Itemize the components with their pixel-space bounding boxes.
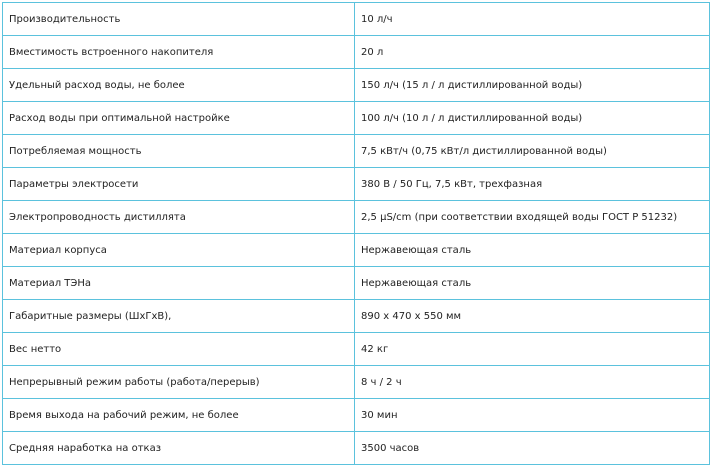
param-name-cell: Непрерывный режим работы (работа/перерыв) [3,366,355,399]
param-value-cell: 2,5 μS/cm (при соответствии входящей воды ГОСТ Р 51232) [355,201,710,234]
specifications-table-body [3,3,710,465]
param-value-cell: 20 л [355,36,710,69]
table-row [3,399,710,432]
param-name-cell: Производительность [3,3,355,36]
param-value-cell: 3500 часов [355,432,710,465]
param-value-cell: 7,5 кВт/ч (0,75 кВт/л дистиллированной воды) [355,135,710,168]
param-value-cell: 890 х 470 х 550 мм [355,300,710,333]
param-value-cell: 8 ч / 2 ч [355,366,710,399]
table-row [3,267,710,300]
table-row [3,432,710,465]
param-value-cell: Нержавеющая сталь [355,234,710,267]
table-row [3,69,710,102]
param-name-cell: Вместимость встроенного накопителя [3,36,355,69]
param-name-cell: Габаритные размеры (ШхГхВ), [3,300,355,333]
param-name-cell: Время выхода на рабочий режим, не более [3,399,355,432]
param-name-cell: Материал корпуса [3,234,355,267]
param-name-cell: Электропроводность дистиллята [3,201,355,234]
table-row [3,3,710,36]
param-value-cell: 10 л/ч [355,3,710,36]
param-value-cell: 42 кг [355,333,710,366]
param-name-cell: Расход воды при оптимальной настройке [3,102,355,135]
table-row [3,168,710,201]
param-value-cell: Нержавеющая сталь [355,267,710,300]
param-value-cell: 150 л/ч (15 л / л дистиллированной воды) [355,69,710,102]
table-row [3,135,710,168]
param-value-cell: 380 В / 50 Гц, 7,5 кВт, трехфазная [355,168,710,201]
param-name-cell: Параметры электросети [3,168,355,201]
table-row [3,36,710,69]
param-name-cell: Потребляемая мощность [3,135,355,168]
param-value-cell: 30 мин [355,399,710,432]
table-row [3,300,710,333]
param-name-cell: Средняя наработка на отказ [3,432,355,465]
param-name-cell: Материал ТЭНа [3,267,355,300]
table-row [3,234,710,267]
param-name-cell: Удельный расход воды, не более [3,69,355,102]
table-row [3,102,710,135]
table-row [3,333,710,366]
param-value-cell: 100 л/ч (10 л / л дистиллированной воды) [355,102,710,135]
table-row [3,366,710,399]
table-row [3,201,710,234]
param-name-cell: Вес нетто [3,333,355,366]
specifications-table [2,2,710,465]
